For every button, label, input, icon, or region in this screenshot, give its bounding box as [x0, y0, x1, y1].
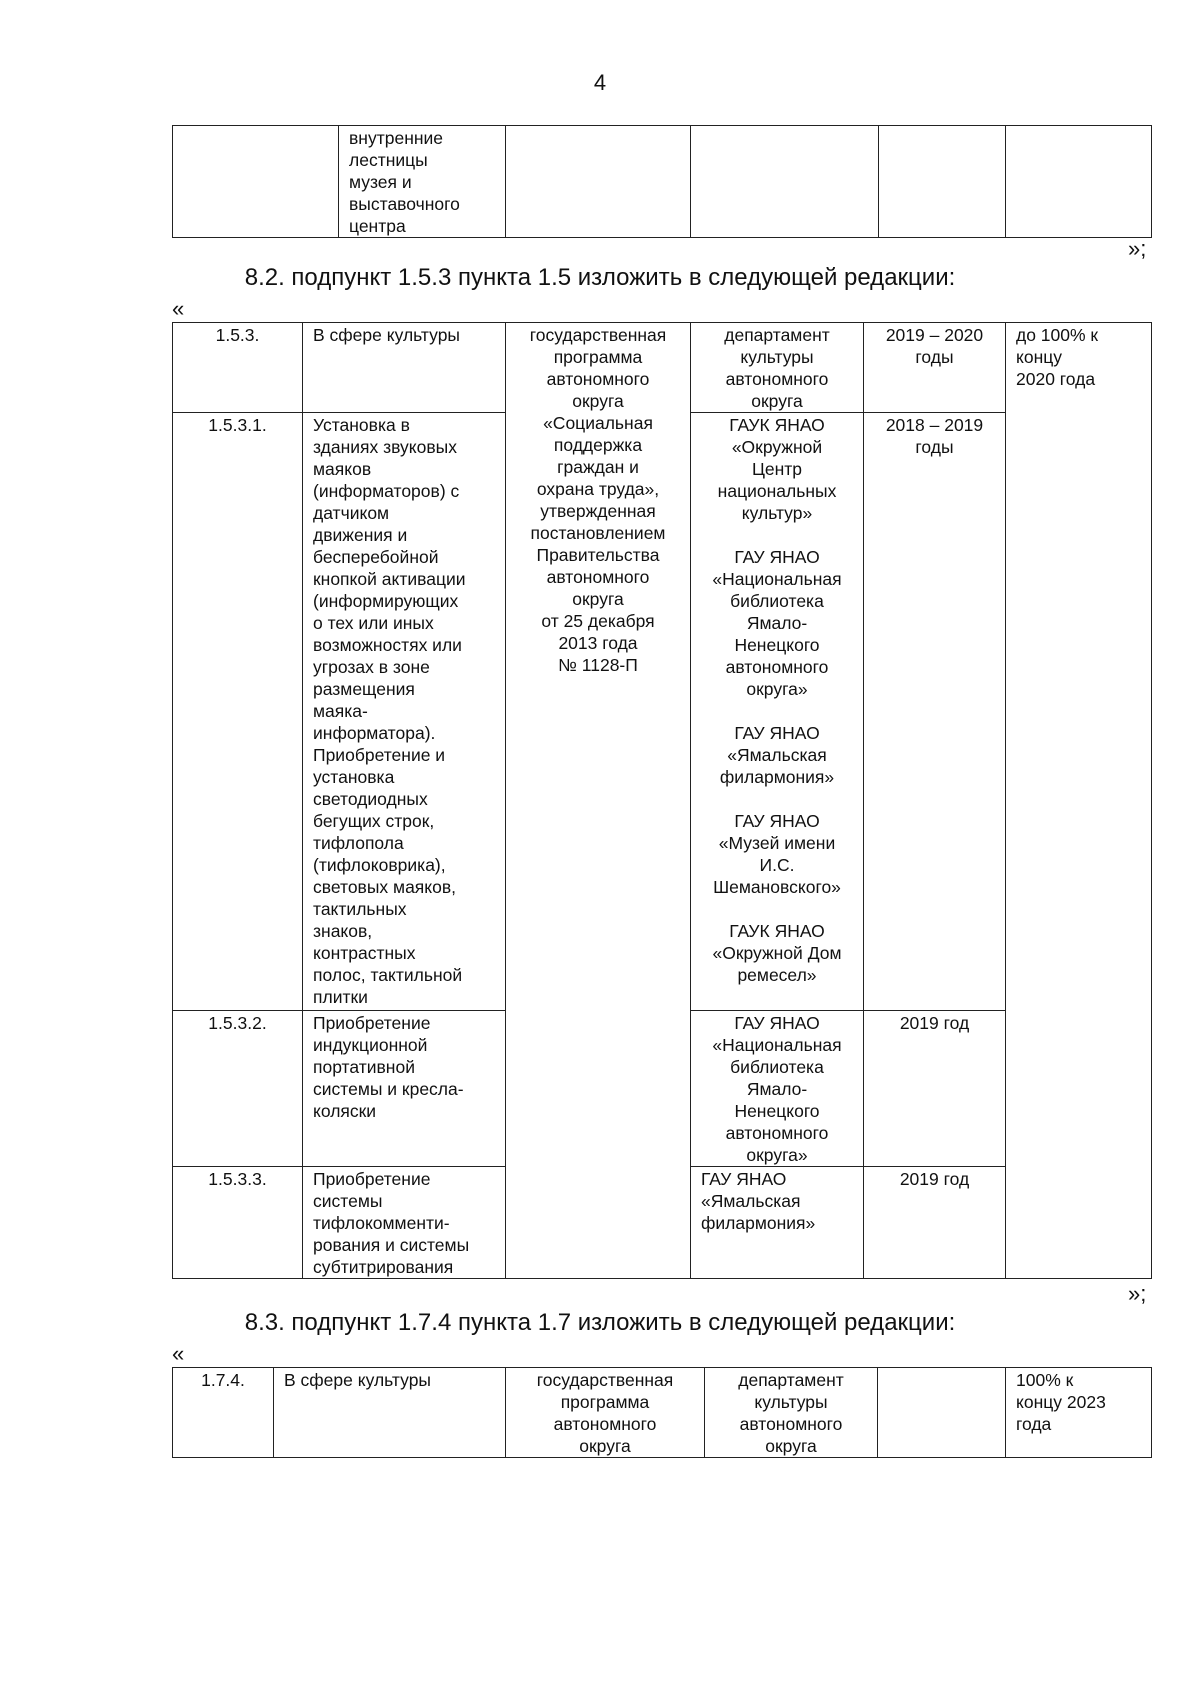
section-heading-8-3: 8.3. подпункт 1.7.4 пункта 1.7 изложить в следующей редакции: — [244, 1309, 956, 1336]
program-cell: государственная программа автономного округа «Социальная поддержка граждан и охрана труда», утвержденная постановлением Правительства автономного округа от 25 декабря 2013 года № 1128-П — [506, 323, 691, 1279]
result-cell: до 100% к концу 2020 года — [1006, 323, 1152, 1279]
item-name: Установка в зданиях звуковых маяков (информаторов) с датчиком движения и бесперебойной кнопкой активации (информирующих о тех или иных возможностях или угрозах в зоне размещения маяка- информатора). Приобретение и установка светодиодных бегущих строк, тифлопола (тифлоковрика), световых маяков, тактильных знаков, контрастных полос, тактильной плитки — [303, 413, 506, 1011]
table-cell — [1006, 126, 1152, 238]
executor-cell: департамент культуры автономного округа — [691, 323, 864, 413]
close-quote: »; — [1128, 236, 1147, 261]
open-quote: « — [172, 1341, 185, 1366]
term-cell: 2018 – 2019 годы — [864, 413, 1006, 1011]
term-cell — [878, 1368, 1006, 1458]
table-cell — [506, 126, 691, 238]
close-quote: »; — [1128, 1281, 1147, 1306]
item-number: 1.5.3.2. — [173, 1011, 303, 1167]
table-row — [173, 323, 1152, 413]
table-1-5-3 — [172, 322, 1152, 1279]
table-row — [173, 126, 1152, 238]
open-quote: « — [172, 296, 185, 321]
item-name: Приобретение индукционной портативной системы и кресла- коляски — [303, 1011, 506, 1167]
item-name: Приобретение системы тифлокомменти- рования и системы субтитрирования — [303, 1167, 506, 1279]
table-cell: внутренние лестницы музея и выставочного центра — [339, 126, 506, 238]
executor-cell: ГАУ ЯНАО «Ямальская филармония» — [691, 1167, 864, 1279]
item-number: 1.7.4. — [173, 1368, 274, 1458]
continuation-table — [172, 125, 1152, 238]
item-name: В сфере культуры — [303, 323, 506, 413]
program-cell: государственная программа автономного округа — [506, 1368, 705, 1458]
table-cell — [691, 126, 879, 238]
term-cell: 2019 год — [864, 1167, 1006, 1279]
item-number: 1.5.3. — [173, 323, 303, 413]
executor-cell: ГАУК ЯНАО «Окружной Центр национальных культур» ГАУ ЯНАО «Национальная библиотека Ямало- Ненецкого автономного округа» ГАУ ЯНАО «Ямальская филармония» ГАУ ЯНАО «Музей имени И.С. Шемановского» ГАУК ЯНАО «Окружной Дом ремесел» — [691, 413, 864, 1011]
table-cell — [879, 126, 1006, 238]
executor-cell: ГАУ ЯНАО «Национальная библиотека Ямало- Ненецкого автономного округа» — [691, 1011, 864, 1167]
result-cell: 100% к концу 2023 года — [1006, 1368, 1152, 1458]
item-number: 1.5.3.1. — [173, 413, 303, 1011]
item-name: В сфере культуры — [274, 1368, 506, 1458]
section-heading-8-2: 8.2. подпункт 1.5.3 пункта 1.5 изложить в следующей редакции: — [244, 264, 956, 291]
page-number: 4 — [593, 70, 607, 95]
executor-cell: департамент культуры автономного округа — [705, 1368, 878, 1458]
table-row — [173, 1368, 1152, 1458]
term-cell: 2019 – 2020 годы — [864, 323, 1006, 413]
item-number: 1.5.3.3. — [173, 1167, 303, 1279]
term-cell: 2019 год — [864, 1011, 1006, 1167]
table-cell — [173, 126, 339, 238]
table-1-7-4 — [172, 1367, 1152, 1458]
